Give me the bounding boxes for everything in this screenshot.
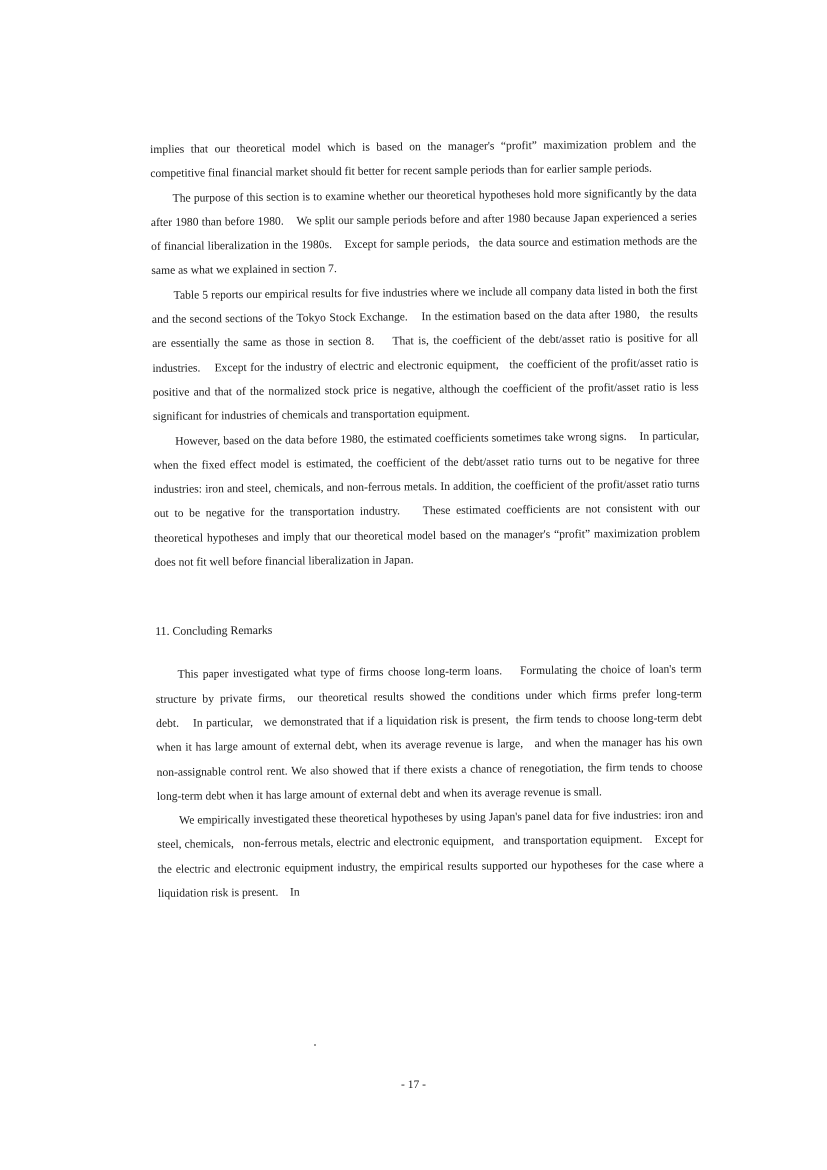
scan-speck — [314, 1044, 316, 1046]
body-text — [150, 132, 704, 906]
paragraph-before-1980: However, based on the data before 1980, the estimated coefficients sometimes take wrong signs. In particular, when the fixed effect model is estimated, the coefficient of the debt/asset ratio turns out to be negative for three industries: iron and steel, chemicals, and non-ferrous metals. In addition, the coefficient of the profit/asset ratio turns out to be negative for the transportation industry. These estimated coefficients are not consistent with our theoretical hypotheses and imply that our theoretical model based on the manager's “profit” maximization problem does not fit well before financial liberalization in Japan. — [153, 428, 701, 570]
section-heading: 11. Concluding Remarks — [155, 623, 273, 639]
paragraph-table5-results: Table 5 reports our empirical results for five industries where we include all company data listed in both the first and the second sections of the Tokyo Stock Exchange. In the estimation based on the data after 1980, the results are essentially the same as those in section 8. That is, the coefficient of the debt/asset ratio is positive for all industries. Except for the industry of electric and electronic equipment, the coefficient of the profit/asset ratio is positive and that of the normalized stock price is negative, although the coefficient of the profit/asset ratio is less significant for industries of chemicals and transportation equipment. — [151, 283, 699, 424]
page-number: - 17 - — [401, 1079, 426, 1091]
paragraph-conclusion-theory: This paper investigated what type of firms choose long-term loans. Formulating the choice of loan's term structure by private firms, our theoretical results showed the conditions under which firms prefer long-term debt. In particular, we demonstrated that if a liquidation risk is present, the firm tends to choose long-term debt when it has large amount of external debt, when its average revenue is large, and when the manager has his own non-assignable control rent. We also showed that if there exists a chance of renegotiation, the firm tends to choose long-term debt when it has large amount of external debt and when its average revenue is small. — [155, 662, 703, 803]
paragraph-conclusion-empirical: We empirically investigated these theoretical hypotheses by using Japan's panel data for five industries: iron and steel, chemicals, non-ferrous metals, electric and electronic equipment, and transportation equipment. Except for the electric and electronic equipment industry, the empirical results supported our hypotheses for the case where a liquidation risk is present. In — [157, 808, 704, 900]
paragraph-section-purpose: The purpose of this section is to examine whether our theoretical hypotheses hold more significantly by the data after 1980 than before 1980. We split our sample periods before and after 1980 because Japan experienced a series of financial liberalization in the 1980s. Except for sample periods, the data source and estimation methods are the same as what we explained in section 7. — [150, 185, 698, 278]
paragraph-continuation: implies that our theoretical model which is based on the manager's “profit” maximization problem and the competitive final financial market should fit better for recent sample periods than for earlier sample periods. — [150, 137, 697, 181]
